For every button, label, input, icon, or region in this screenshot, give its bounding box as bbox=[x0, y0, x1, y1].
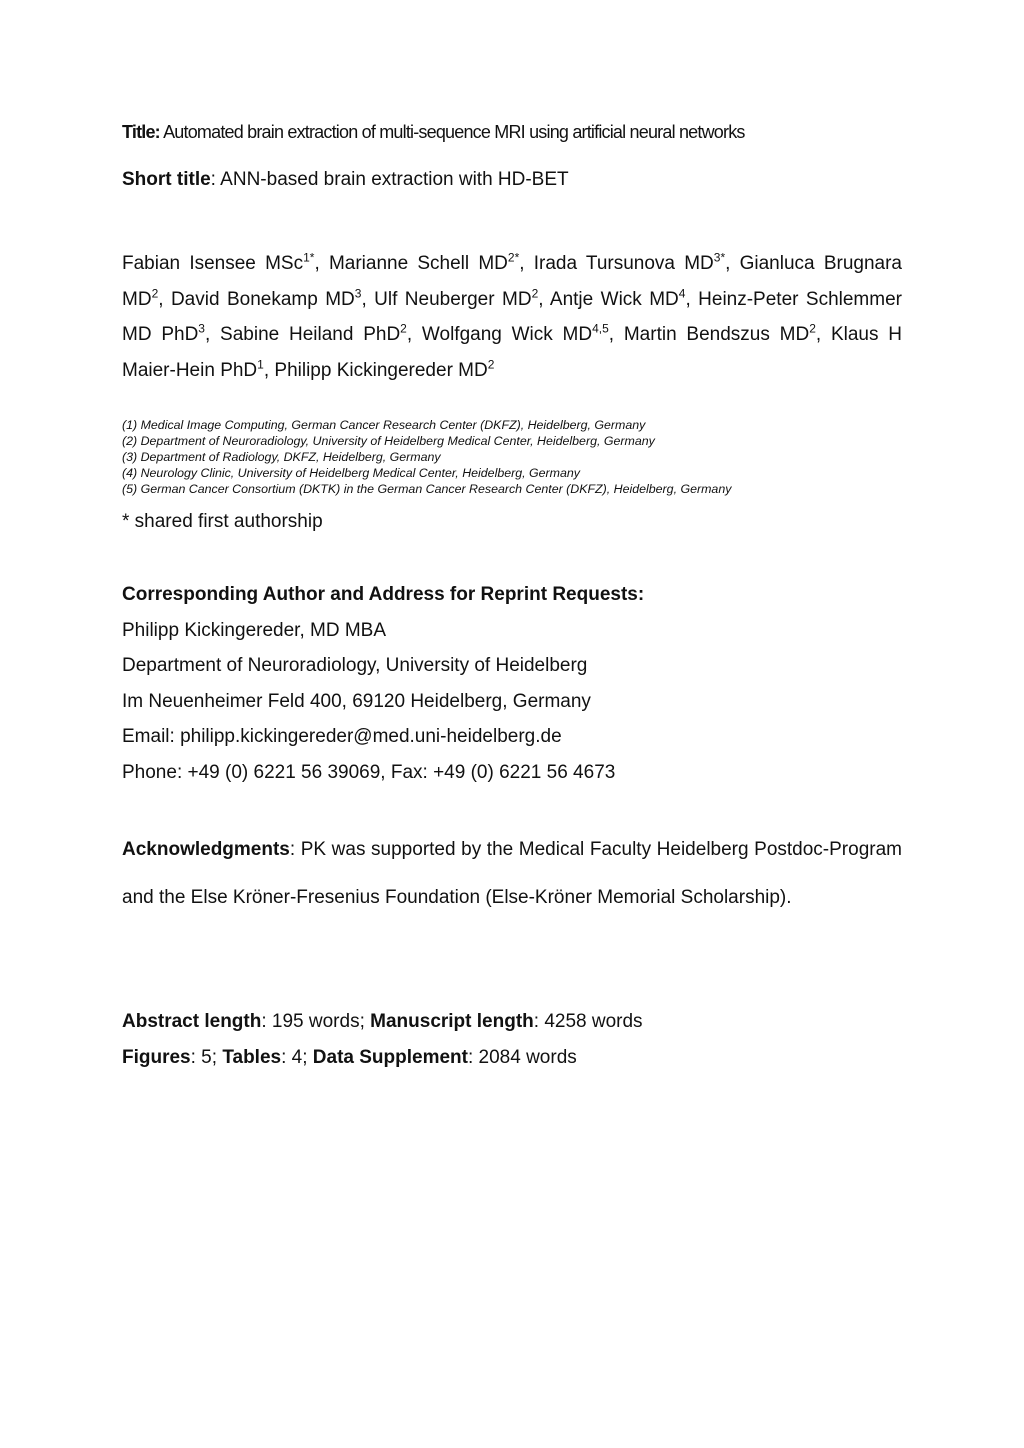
author-name: David Bonekamp MD bbox=[170, 288, 355, 310]
affiliation: (3) Department of Radiology, DKFZ, Heidelberg, Germany bbox=[122, 450, 441, 464]
short-title-label: Short title bbox=[122, 169, 211, 190]
manuscript-length-value: : 4258 words bbox=[533, 1011, 643, 1032]
author bbox=[170, 286, 362, 310]
author-affiliation-mark: 1 bbox=[257, 357, 264, 372]
author bbox=[374, 286, 539, 310]
author bbox=[220, 321, 407, 346]
author-affiliation-mark: 4 bbox=[678, 286, 686, 301]
tables-label: Tables bbox=[222, 1046, 282, 1068]
author bbox=[122, 250, 315, 274]
author-name: Sabine Heiland PhD bbox=[220, 324, 401, 346]
affiliation: (1) Medical Image Computing, German Cancer Research Center (DKFZ), Heidelberg, Germany bbox=[122, 418, 646, 432]
corresponding-line: Im Neuenheimer Feld 400, 69120 Heidelberg, Germany bbox=[122, 690, 591, 712]
supplement-value: : 2084 words bbox=[467, 1046, 577, 1068]
abstract-length-label: Abstract length bbox=[122, 1011, 262, 1032]
short-title-line bbox=[122, 169, 902, 191]
author-affiliation-mark: 2 bbox=[400, 321, 407, 336]
author-name: Klaus H Maier-Hein PhD bbox=[122, 324, 902, 381]
author bbox=[328, 250, 520, 274]
author bbox=[421, 321, 609, 346]
title-line bbox=[122, 122, 902, 143]
author-affiliation-mark: 2 bbox=[809, 321, 816, 336]
author-name: Wolfgang Wick MD bbox=[421, 324, 593, 346]
title-text: Automated brain extraction of multi-sequence MRI using artificial neural networks bbox=[163, 122, 745, 142]
author-affiliation-mark: 2 bbox=[531, 286, 539, 301]
title-label: Title: bbox=[122, 122, 160, 142]
author-affiliation-mark: 2* bbox=[507, 250, 520, 265]
author-name: Marianne Schell MD bbox=[328, 253, 508, 274]
author-affiliation-mark: 3 bbox=[354, 286, 362, 301]
affiliation: (5) German Cancer Consortium (DKTK) in the German Cancer Research Center (DKFZ), Heidelberg, Germany bbox=[122, 482, 732, 496]
corresponding-email: Email: philipp.kickingereder@med.uni-heidelberg.de bbox=[122, 726, 562, 748]
author bbox=[533, 250, 726, 274]
author-name: Heinz-Peter Schlemmer MD PhD bbox=[122, 288, 902, 346]
author-name: Philipp Kickingereder MD bbox=[274, 359, 488, 381]
corresponding-heading: Corresponding Author and Address for Reprint Requests: bbox=[122, 584, 645, 605]
author bbox=[549, 286, 686, 310]
corresponding-line: Philipp Kickingereder, MD MBA bbox=[122, 619, 386, 641]
tables-value: : 4; bbox=[281, 1046, 313, 1068]
figures-label: Figures bbox=[122, 1046, 191, 1068]
acknowledgments-label: Acknowledgments bbox=[122, 839, 290, 860]
affiliation: (2) Department of Neuroradiology, University of Heidelberg Medical Center, Heidelberg, Germany bbox=[122, 434, 655, 448]
supplement-label: Data Supplement bbox=[312, 1046, 468, 1068]
author bbox=[623, 321, 816, 346]
author-affiliation-mark: 4,5 bbox=[592, 321, 609, 336]
acknowledgments-text: : PK was supported by the Medical Faculty Heidelberg Postdoc-Program and the Else Kröner-Fresenius Foundation (Else-Kröner Memorial Scholarship). bbox=[122, 839, 902, 908]
short-title-text: : ANN-based brain extraction with HD-BET bbox=[210, 169, 569, 190]
author-list: Fabian Isensee MSc$^{1*}$, Marianne Schell $MD^{2*}$, Irada Tursunova $MD^{3*}$, Gianluca Brugnara $MD^2$, David Bonekamp $MD^3$, Ulf Neuberger $MD^2$, Antje Wick $MD^4$, Heinz-Peter Schlemmer MD PhD$^3$, Sabine Heiland PhD$^2$, Wolfgang Wick MD$^{4,5}$, Martin Bendszus $MD^2$, Klaus H Maier-Hein PhD$^1$, Philipp Kickingereder $MD^2$ bbox=[122, 250, 902, 381]
corresponding-author bbox=[122, 577, 902, 791]
author-name: Antje Wick MD bbox=[549, 288, 679, 310]
author-affiliation-mark: 2 bbox=[487, 357, 495, 372]
word-counts bbox=[122, 1004, 902, 1075]
figures-value: : 5; bbox=[190, 1046, 223, 1068]
acknowledgments bbox=[122, 826, 902, 921]
corresponding-phone: Phone: +49 (0) 6221 56 39069, Fax: +49 (0) 6221 56 4673 bbox=[122, 761, 616, 783]
abstract-length-value: : 195 words; bbox=[261, 1011, 371, 1032]
manuscript-length-label: Manuscript length bbox=[370, 1011, 534, 1032]
corresponding-line: Department of Neuroradiology, University of Heidelberg bbox=[122, 655, 588, 677]
affiliations bbox=[122, 417, 902, 497]
author-name: Fabian Isensee MSc bbox=[122, 253, 304, 274]
author-name: Martin Bendszus MD bbox=[623, 324, 810, 346]
affiliation: (4) Neurology Clinic, University of Heidelberg Medical Center, Heidelberg, Germany bbox=[122, 466, 580, 480]
author-affiliation-mark: 2 bbox=[151, 286, 159, 301]
author bbox=[274, 357, 495, 381]
author-name: Ulf Neuberger MD bbox=[374, 288, 532, 310]
author-affiliation-mark: 1* bbox=[303, 250, 315, 265]
author-name: Irada Tursunova MD bbox=[533, 253, 714, 274]
author-affiliation-mark: 3 bbox=[198, 321, 205, 336]
author-affiliation-mark: 3* bbox=[713, 250, 726, 265]
author-name: Gianluca Brugnara MD bbox=[122, 253, 902, 310]
shared-authorship-note: * shared first authorship bbox=[122, 511, 323, 532]
